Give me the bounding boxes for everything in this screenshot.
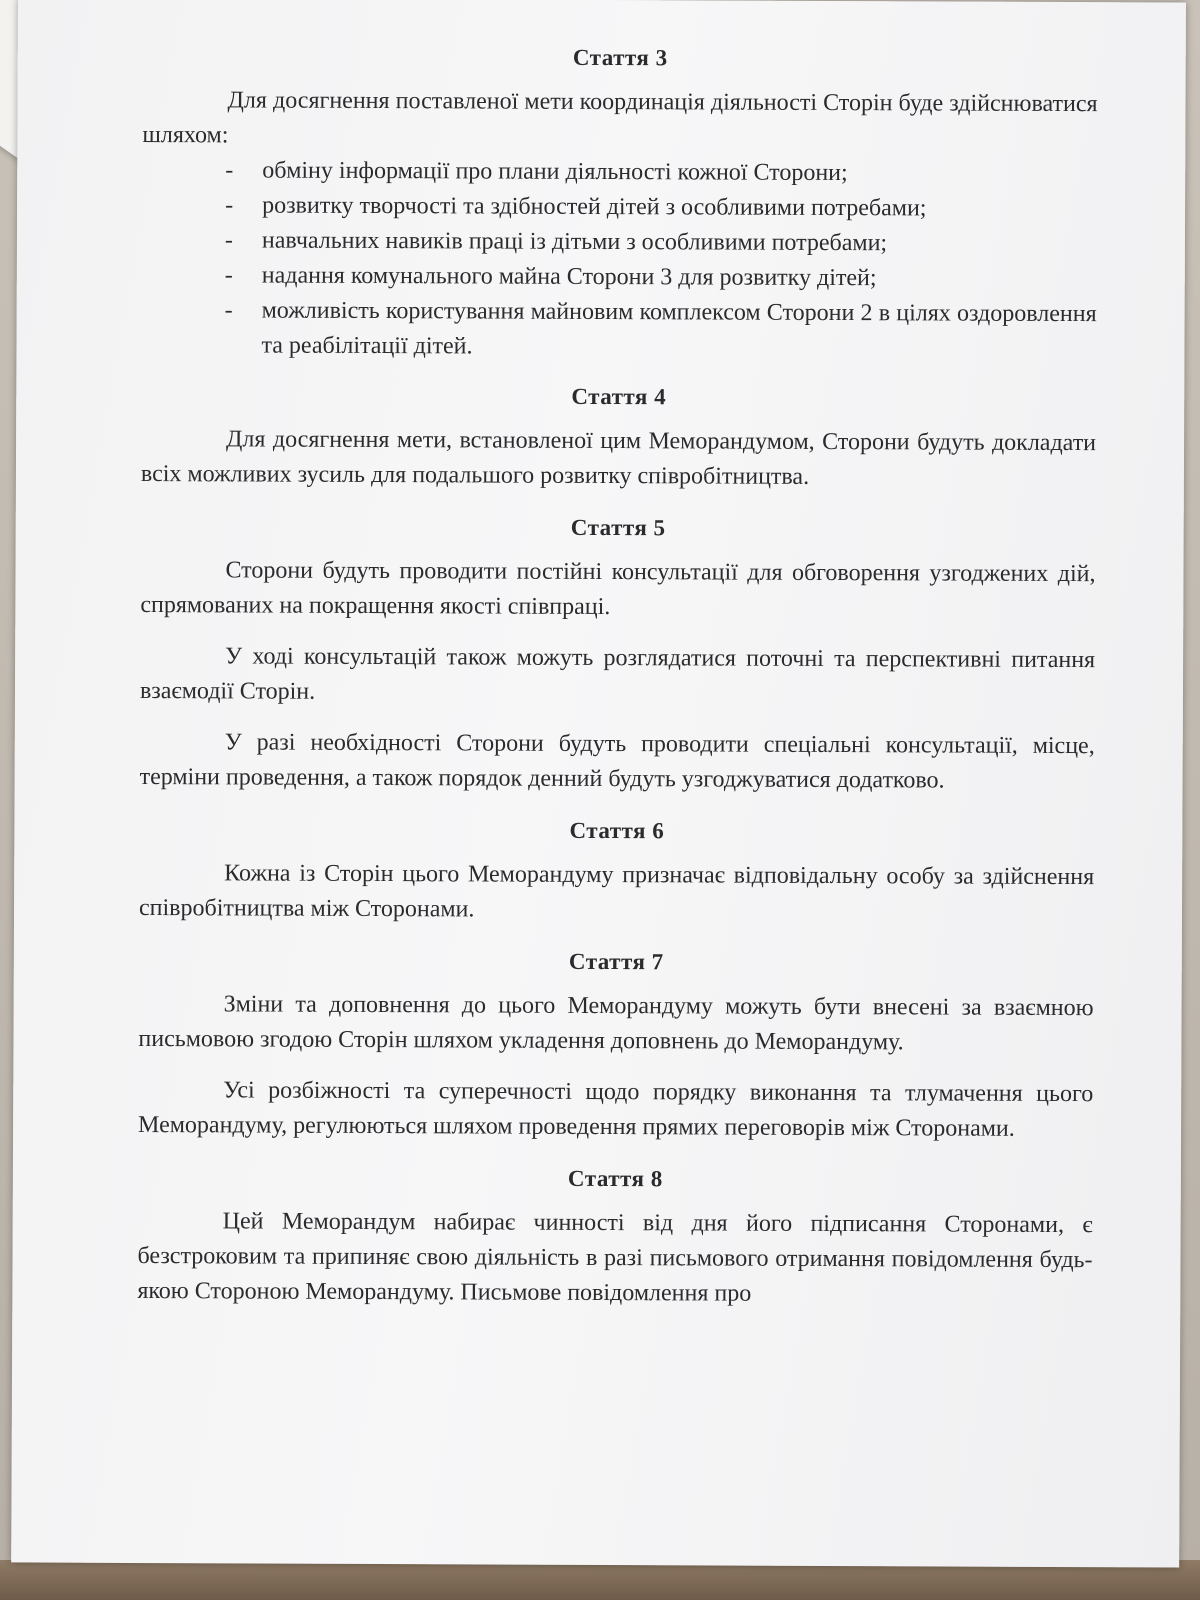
list-item-text: розвитку творчості та здібностей дітей з особливими потребами;	[262, 192, 927, 222]
list-item-text: надання комунального майна Сторони 3 для розвитку дітей;	[261, 262, 877, 292]
article-paragraph: У разі необхідності Сторони будуть проводити спеціальні консультації, місце, терміни проведення, а також порядок денний будуть узгоджуватися додатково.	[139, 729, 1095, 794]
list-item-text: можливість користування майновим комплексом Сторони 2 в цілях оздоровлення та реабілітації дітей.	[261, 297, 1097, 360]
dash-marker: -	[224, 262, 233, 289]
article-paragraph: Зміни та доповнення до цього Меморандуму можуть бути внесені за взаємною письмовою згодою Сторін шляхом укладення доповнень до Меморандуму.	[138, 991, 1094, 1056]
article-paragraph: Сторони будуть проводити постійні консультації для обговорення узгоджених дій, спрямованих на покращення якості співпраці.	[140, 557, 1096, 621]
article-3	[141, 38, 1097, 367]
dash-marker: -	[225, 192, 234, 219]
article-7	[138, 942, 1094, 1147]
dash-marker: -	[225, 157, 234, 184]
article-paragraph: Для досягнення поставленої мети координація діяльності Сторін буде здійснюватися шляхом:	[142, 87, 1098, 149]
article-paragraph: У ході консультацій також можуть розглядатися поточні та перспективні питання взаємодії Сторін.	[139, 643, 1096, 705]
list-item	[224, 224, 1097, 263]
bullet-list	[141, 153, 1097, 367]
article-heading: Стаття 5	[570, 514, 666, 541]
article-paragraph: Для досягнення мети, встановленої цим Меморандумом, Сторони будуть докладати всіх можливих зусиль для подальшого розвитку співробітництва.	[140, 426, 1097, 490]
article-heading: Стаття 3	[572, 44, 668, 71]
article-heading: Стаття 6	[569, 817, 665, 844]
article-heading: Стаття 8	[567, 1165, 663, 1192]
article-6	[139, 811, 1094, 930]
article-5	[140, 508, 1096, 799]
article-paragraph: Кожна із Сторін цього Меморандуму призначає відповідальну особу за здійснення співробітництва між Сторонами.	[138, 860, 1095, 923]
article-paragraph: Усі розбіжності та суперечності щодо порядку виконання та тлумачення цього Меморандуму, регулюються шляхом проведення прямих переговорів між Сторонами.	[138, 1077, 1094, 1142]
list-item	[225, 154, 1097, 193]
dash-marker: -	[224, 227, 234, 254]
article-8	[137, 1159, 1093, 1313]
document-content	[137, 38, 1098, 1329]
list-item	[224, 294, 1097, 368]
article-heading: Стаття 7	[568, 948, 664, 975]
list-item-text: обміну інформації про плани діяльності кожної Сторони;	[262, 157, 848, 187]
article-heading: Стаття 4	[571, 383, 667, 410]
article-paragraph: Цей Меморандум набирає чинності від дня його підписання Сторонами, є безстроковим та припиняє свою діяльність в разі письмового отримання повідомлення будь-якою Стороною Меморандуму. Письмове повідомлення про	[137, 1208, 1093, 1307]
dash-marker: -	[224, 297, 233, 324]
article-4	[141, 377, 1096, 496]
list-item	[224, 259, 1097, 298]
list-item	[225, 189, 1097, 228]
list-item-text: навчальних навиків праці із дітьми з особливими потребами;	[261, 227, 888, 257]
document-sheet	[11, 0, 1186, 1568]
